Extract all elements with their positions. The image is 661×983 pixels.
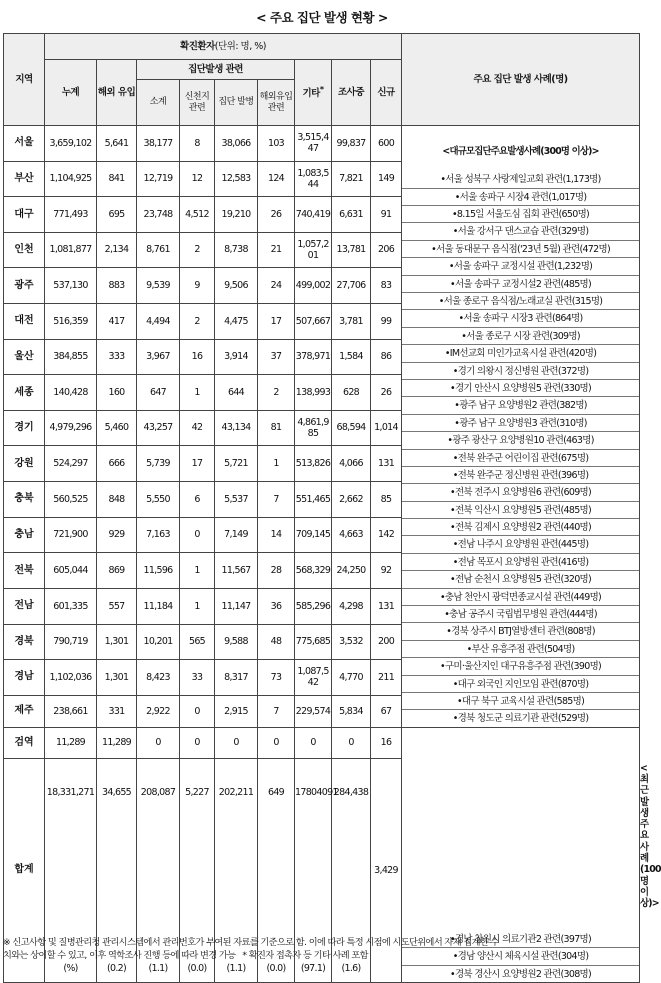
header-subtotal: 소계: [137, 80, 180, 126]
total-percent: (1.6): [341, 962, 361, 974]
new-cell: 83: [371, 268, 402, 304]
other-cell: 378,971: [295, 339, 332, 375]
other-cell: 1,087,542: [295, 660, 332, 696]
overseas-cell: 848: [97, 482, 137, 518]
overseas-cell: 666: [97, 446, 137, 482]
shincheonji-cell: 0: [180, 517, 215, 553]
subtotal-cell: 8,761: [137, 232, 180, 268]
new-cell: 600: [371, 126, 402, 162]
region-cell: 세종: [4, 375, 45, 411]
overseas-cell: 869: [97, 553, 137, 589]
total-cell: 560,525: [45, 482, 97, 518]
overseas-cell: 5,460: [97, 410, 137, 446]
region-cell: 전북: [4, 553, 45, 589]
region-cell: 경북: [4, 624, 45, 660]
header-region: 지역: [4, 34, 45, 126]
new-cell: 1,014: [371, 410, 402, 446]
investigating-cell: 1,584: [332, 339, 371, 375]
new-cell: 85: [371, 482, 402, 518]
total-value: 202,211: [218, 786, 254, 798]
shincheonji-cell: 9: [180, 268, 215, 304]
total-cell: 3,659,102: [45, 126, 97, 162]
other-cell: 585,296: [295, 588, 332, 624]
other-cell: 1,083,544: [295, 161, 332, 197]
total-cell: 11,289: [45, 727, 97, 758]
overseas-inflow-cell: 7: [258, 695, 295, 727]
overseas-inflow-cell: 37: [258, 339, 295, 375]
footnote: [3, 937, 643, 963]
cluster-cell: 11,567: [215, 553, 258, 589]
total-percent: (97.1): [300, 962, 326, 974]
header-overseas-inflow: 해외유입 관련: [258, 80, 295, 126]
shincheonji-cell: 565: [180, 624, 215, 660]
overseas-inflow-cell: 28: [258, 553, 295, 589]
cluster-status-table: [3, 33, 661, 983]
subtotal-cell: 12,719: [137, 161, 180, 197]
investigating-cell: 0: [332, 727, 371, 758]
header-total: 누계: [45, 60, 97, 126]
overseas-inflow-cell: 24: [258, 268, 295, 304]
overseas-inflow-cell: 36: [258, 588, 295, 624]
case-item: •서울 송파구 시장4 관련(1,017명): [402, 189, 639, 206]
table-row: [4, 727, 640, 758]
overseas-inflow-cell: 103: [258, 126, 295, 162]
cluster-cell: 12,583: [215, 161, 258, 197]
total-percent: (1.1): [148, 962, 168, 974]
cluster-cell: 4,475: [215, 304, 258, 340]
total-cell: 601,335: [45, 588, 97, 624]
new-cell: 131: [371, 588, 402, 624]
cluster-cell: 5,537: [215, 482, 258, 518]
region-cell: 대구: [4, 197, 45, 233]
cluster-cell: 19,210: [215, 197, 258, 233]
case-item: •광주 광산구 요양병원10 관련(463명): [402, 432, 639, 449]
cluster-cell: 8,317: [215, 660, 258, 696]
totals-new-cell: 3,429: [371, 758, 402, 982]
case-item: •경기 의왕시 정신병원 관련(372명): [402, 363, 639, 380]
case-item: •경북 상주시 BTJ열방센터 관련(808명): [402, 623, 639, 640]
other-cell: 740,419: [295, 197, 332, 233]
investigating-cell: 68,594: [332, 410, 371, 446]
case-item: •서울 강서구 댄스교습 관련(329명): [402, 223, 639, 240]
overseas-cell: 417: [97, 304, 137, 340]
new-cell: 86: [371, 339, 402, 375]
table-row: [4, 126, 640, 162]
new-cell: 16: [371, 727, 402, 758]
total-value: 649: [267, 786, 285, 798]
overseas-inflow-cell: 21: [258, 232, 295, 268]
case-item: •광주 남구 요양병원3 관련(310명): [402, 415, 639, 432]
overseas-cell: 1,301: [97, 624, 137, 660]
shincheonji-cell: 42: [180, 410, 215, 446]
new-cell: 92: [371, 553, 402, 589]
new-cell: 142: [371, 517, 402, 553]
shincheonji-cell: 1: [180, 375, 215, 411]
shincheonji-cell: 1: [180, 553, 215, 589]
totals-row: 합계 18,331,271 (%) 34,655 (0.2) 208,087 (1.1) 5,227 (0.0) 202,211 (1.1) 649 (0.0) 17804091 (97.1) 284,438 (1.6) 3,429 <최근 발생 주요 사례(100명 이상)>: [4, 758, 640, 982]
investigating-cell: 6,631: [332, 197, 371, 233]
region-cell: 광주: [4, 268, 45, 304]
total-cell: 537,130: [45, 268, 97, 304]
shincheonji-cell: 17: [180, 446, 215, 482]
investigating-cell: 3,781: [332, 304, 371, 340]
overseas-inflow-cell: 48: [258, 624, 295, 660]
overseas-cell: 333: [97, 339, 137, 375]
total-cell: 605,044: [45, 553, 97, 589]
total-cell: 1,104,925: [45, 161, 97, 197]
new-cell: 67: [371, 695, 402, 727]
cluster-cell: 8,738: [215, 232, 258, 268]
investigating-cell: 99,837: [332, 126, 371, 162]
case-item: •충남 천안시 광덕면종교시설 관련(449명): [402, 589, 639, 606]
investigating-cell: 3,532: [332, 624, 371, 660]
case-item: •8.15일 서울도심 집회 관련(650명): [402, 206, 639, 223]
other-cell: 229,574: [295, 695, 332, 727]
other-cell: 0: [295, 727, 332, 758]
total-cell: 4,979,296: [45, 410, 97, 446]
region-cell: 충북: [4, 482, 45, 518]
case-item: •대구 북구 교육시설 관련(585명): [402, 693, 639, 710]
shincheonji-cell: 8: [180, 126, 215, 162]
region-cell: 경기: [4, 410, 45, 446]
case-item: •광주 남구 요양병원2 관련(382명): [402, 397, 639, 414]
shincheonji-cell: 2: [180, 232, 215, 268]
overseas-inflow-cell: 26: [258, 197, 295, 233]
total-cell: 238,661: [45, 695, 97, 727]
case-item: •전남 목포시 요양병원 관련(416명): [402, 554, 639, 571]
overseas-cell: 841: [97, 161, 137, 197]
footnote-line1: ※ 신고사항 및 질병관리청 관리시스템에서 관리번호가 부여된 자료를 기준으로 함. 이에 따라 특정 시점에 시도단위에서 자체 집계한 수: [3, 937, 499, 948]
header-cases: 주요 집단 발생 사례(명): [402, 34, 640, 126]
investigating-cell: 13,781: [332, 232, 371, 268]
subtotal-cell: 23,748: [137, 197, 180, 233]
header-overseas: 해외 유입: [97, 60, 137, 126]
other-cell: 507,667: [295, 304, 332, 340]
shincheonji-cell: 2: [180, 304, 215, 340]
total-value: 208,087: [140, 786, 176, 798]
header-new: 신규: [371, 60, 402, 126]
subtotal-cell: 2,922: [137, 695, 180, 727]
totals-region-cell: 합계: [4, 758, 45, 982]
subtotal-cell: 11,596: [137, 553, 180, 589]
total-value: 5,227: [185, 786, 209, 798]
total-cell: 1,081,877: [45, 232, 97, 268]
total-cell: 790,719: [45, 624, 97, 660]
shincheonji-cell: 12: [180, 161, 215, 197]
cluster-cell: 2,915: [215, 695, 258, 727]
footnote-line2: 치와는 상이할 수 있고, 이후 역학조사 진행 등에 따라 변경 가능 * 확진자 접촉자 등 기타 사례 포함: [3, 949, 368, 961]
investigating-cell: 24,250: [332, 553, 371, 589]
overseas-inflow-cell: 81: [258, 410, 295, 446]
total-cell: 516,359: [45, 304, 97, 340]
other-cell: 775,685: [295, 624, 332, 660]
subtotal-cell: 7,163: [137, 517, 180, 553]
header-other: 기타*: [295, 60, 332, 126]
overseas-cell: 1,301: [97, 660, 137, 696]
total-value: 34,655: [101, 786, 132, 798]
overseas-inflow-cell: 17: [258, 304, 295, 340]
region-cell: 강원: [4, 446, 45, 482]
total-value: 284,438: [333, 786, 369, 798]
other-cell: 1,057,201: [295, 232, 332, 268]
investigating-cell: 27,706: [332, 268, 371, 304]
case-item: •서울 성북구 사랑제일교회 관련(1,173명): [402, 171, 639, 188]
total-cell: 524,297: [45, 446, 97, 482]
header-cluster: 집단 발병: [215, 80, 258, 126]
overseas-inflow-cell: 1: [258, 446, 295, 482]
case-item: •서울 동대문구 음식점('23년 5월) 관련(472명): [402, 241, 639, 258]
region-cell: 인천: [4, 232, 45, 268]
subtotal-cell: 10,201: [137, 624, 180, 660]
shincheonji-cell: 33: [180, 660, 215, 696]
new-cell: 200: [371, 624, 402, 660]
case-item: •경북 경산시 요양병원2 관련(308명): [450, 968, 592, 980]
shincheonji-cell: 0: [180, 727, 215, 758]
overseas-cell: 331: [97, 695, 137, 727]
cases-large-list: [402, 171, 639, 727]
case-item: •서울 종로구 음식점/노래교실 관련(315명): [402, 293, 639, 310]
region-cell: 제주: [4, 695, 45, 727]
other-cell: 499,002: [295, 268, 332, 304]
shincheonji-cell: 4,512: [180, 197, 215, 233]
investigating-cell: 4,770: [332, 660, 371, 696]
total-cell: 771,493: [45, 197, 97, 233]
cluster-cell: 644: [215, 375, 258, 411]
subtotal-cell: 4,494: [137, 304, 180, 340]
subtotal-cell: 5,550: [137, 482, 180, 518]
subtotal-cell: 3,967: [137, 339, 180, 375]
other-cell: 138,993: [295, 375, 332, 411]
new-cell: 26: [371, 375, 402, 411]
total-cell: 721,900: [45, 517, 97, 553]
overseas-cell: 2,134: [97, 232, 137, 268]
overseas-cell: 883: [97, 268, 137, 304]
subtotal-cell: 5,739: [137, 446, 180, 482]
case-item: •서울 종로구 시장 관련(309명): [402, 328, 639, 345]
overseas-cell: 11,289: [97, 727, 137, 758]
new-cell: 91: [371, 197, 402, 233]
investigating-cell: 4,066: [332, 446, 371, 482]
case-item: •서울 송파구 교정시설 관련(1,232명): [402, 258, 639, 275]
case-item: •경남 양산시 체육시설 관련(304명): [402, 948, 639, 965]
shincheonji-cell: 1: [180, 588, 215, 624]
new-cell: 211: [371, 660, 402, 696]
investigating-cell: 4,663: [332, 517, 371, 553]
case-item: •전북 김제시 요양병원2 관련(440명): [402, 519, 639, 536]
region-cell: 부산: [4, 161, 45, 197]
overseas-cell: 5,641: [97, 126, 137, 162]
region-cell: 검역: [4, 727, 45, 758]
region-cell: 충남: [4, 517, 45, 553]
total-value: 17804091: [295, 786, 338, 798]
total-percent: (1.1): [226, 962, 246, 974]
cases-large-heading: <대규모집단주요발생사례(300명 이상)>: [442, 146, 599, 157]
region-cell: 전남: [4, 588, 45, 624]
investigating-cell: 628: [332, 375, 371, 411]
cluster-cell: 43,134: [215, 410, 258, 446]
other-cell: 709,145: [295, 517, 332, 553]
shincheonji-cell: 6: [180, 482, 215, 518]
overseas-inflow-cell: 2: [258, 375, 295, 411]
other-cell: 4,861,985: [295, 410, 332, 446]
investigating-cell: 5,834: [332, 695, 371, 727]
investigating-cell: 2,662: [332, 482, 371, 518]
total-percent: (%): [63, 962, 78, 974]
total-percent: (0.0): [266, 962, 286, 974]
total-cell: 140,428: [45, 375, 97, 411]
region-cell: 서울: [4, 126, 45, 162]
case-item: •서울 송파구 교정시설2 관련(485명): [402, 276, 639, 293]
overseas-inflow-cell: 0: [258, 727, 295, 758]
total-percent: (0.2): [106, 962, 127, 974]
other-cell: 551,465: [295, 482, 332, 518]
subtotal-cell: 38,177: [137, 126, 180, 162]
other-cell: 3,515,447: [295, 126, 332, 162]
header-investigating: 조사중: [332, 60, 371, 126]
overseas-cell: 695: [97, 197, 137, 233]
subtotal-cell: 9,539: [137, 268, 180, 304]
case-item: •대구 외국인 지인모임 관련(870명): [402, 676, 639, 693]
new-cell: 149: [371, 161, 402, 197]
cluster-cell: 5,721: [215, 446, 258, 482]
cluster-cell: 0: [215, 727, 258, 758]
region-cell: 경남: [4, 660, 45, 696]
overseas-cell: 160: [97, 375, 137, 411]
region-cell: 대전: [4, 304, 45, 340]
shincheonji-cell: 16: [180, 339, 215, 375]
total-value: 18,331,271: [46, 786, 95, 798]
case-item: •전북 완주군 정신병원 관련(396명): [402, 467, 639, 484]
subtotal-cell: 0: [137, 727, 180, 758]
overseas-cell: 929: [97, 517, 137, 553]
cluster-cell: 7,149: [215, 517, 258, 553]
new-cell: 206: [371, 232, 402, 268]
case-item: •경북 청도군 의료기관 관련(529명): [452, 713, 589, 725]
subtotal-cell: 43,257: [137, 410, 180, 446]
cases-large-cell: [402, 126, 640, 728]
subtotal-cell: 11,184: [137, 588, 180, 624]
subtotal-cell: 647: [137, 375, 180, 411]
cluster-cell: 9,588: [215, 624, 258, 660]
new-cell: 99: [371, 304, 402, 340]
case-item: •전남 나주시 요양병원 관련(445명): [402, 536, 639, 553]
page-title: < 주요 집단 발생 현황 >: [256, 10, 388, 25]
total-percent: (0.0): [187, 962, 207, 974]
case-item: •구미·울산지인 대구유흥주점 관련(390명): [402, 658, 639, 675]
case-item: •충남 공주시 국립법무병원 관련(444명): [402, 606, 639, 623]
investigating-cell: 4,298: [332, 588, 371, 624]
header-shincheonji: 신천지 관련: [180, 80, 215, 126]
region-cell: 울산: [4, 339, 45, 375]
new-cell: 131: [371, 446, 402, 482]
subtotal-cell: 8,423: [137, 660, 180, 696]
total-cell: 1,102,036: [45, 660, 97, 696]
total-cell: 384,855: [45, 339, 97, 375]
cluster-cell: 38,066: [215, 126, 258, 162]
header-cluster-related: 집단발생 관련: [137, 60, 295, 80]
overseas-inflow-cell: 73: [258, 660, 295, 696]
case-item: •전북 익산시 요양병원5 관련(485명): [402, 502, 639, 519]
case-item: •전남 순천시 요양병원5 관련(320명): [402, 571, 639, 588]
header-confirmed: 확진환자(단위: 명, %): [45, 34, 402, 60]
case-item: •서울 송파구 시장3 관련(864명): [402, 310, 639, 327]
case-item: •전북 전주시 요양병원6 관련(609명): [402, 484, 639, 501]
other-cell: 513,826: [295, 446, 332, 482]
cluster-cell: 11,147: [215, 588, 258, 624]
other-cell: 568,329: [295, 553, 332, 589]
case-item: •부산 유흥주점 관련(504명): [402, 641, 639, 658]
overseas-inflow-cell: 124: [258, 161, 295, 197]
cluster-cell: 9,506: [215, 268, 258, 304]
overseas-inflow-cell: 14: [258, 517, 295, 553]
case-item: •IM선교회 미인가교육시설 관련(420명): [402, 345, 639, 362]
shincheonji-cell: 0: [180, 695, 215, 727]
case-item: •경남 창원시 의료기관2 관련(397명): [402, 931, 639, 948]
case-item: •전북 완주군 어린이집 관련(675명): [402, 450, 639, 467]
case-item: •경기 안산시 요양병원5 관련(330명): [402, 380, 639, 397]
overseas-cell: 557: [97, 588, 137, 624]
investigating-cell: 7,821: [332, 161, 371, 197]
overseas-inflow-cell: 7: [258, 482, 295, 518]
cluster-cell: 3,914: [215, 339, 258, 375]
